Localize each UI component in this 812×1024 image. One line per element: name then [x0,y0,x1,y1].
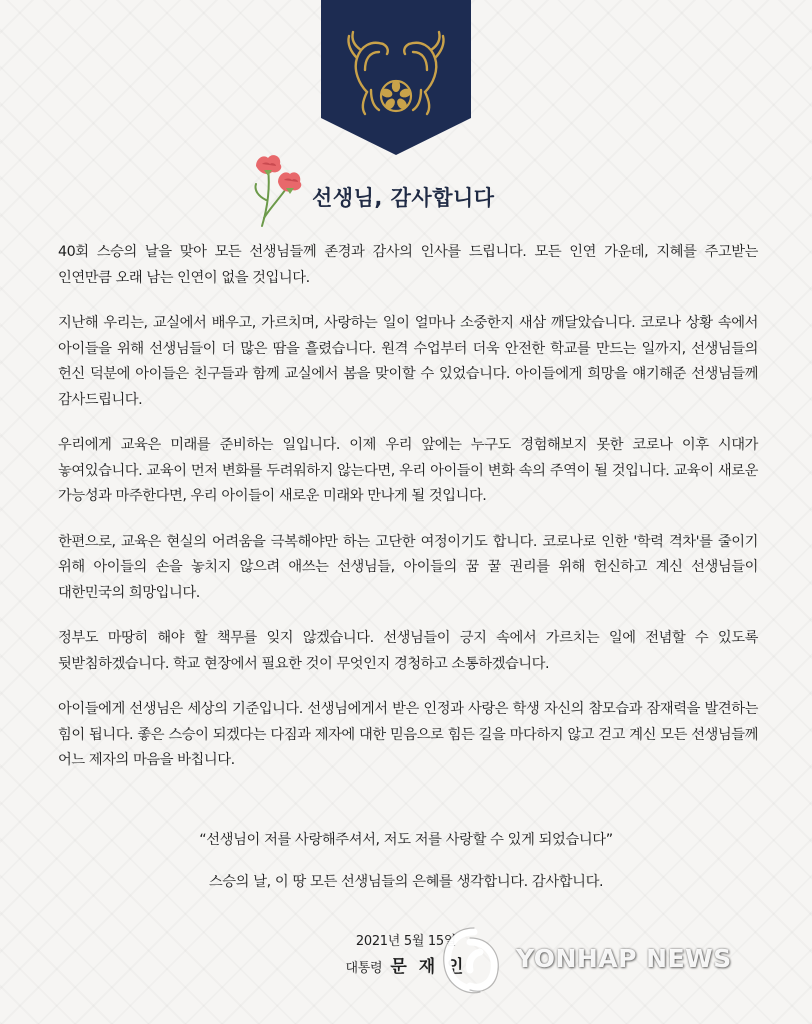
paragraph: 지난해 우리는, 교실에서 배우고, 가르치며, 사랑하는 일이 얼마나 소중한지 새삼 깨달았습니다. 코로나 상황 속에서 아이들을 위해 선생님들이 더 많은 땀을 흘렸습니다. 원격 수업부터 더욱 안전한 학교를 만드는 일까지, 선생님들의 헌신 덕분에 아이들은 친구들과 함께 교실에서 봄을 맞이할 수 있었습니다. 아이들에게 희망을 얘기해준 선생님들께 감사드립니다. [58,315,758,408]
watermark-text: YONHAP NEWS [516,944,732,973]
seal-banner [321,0,471,155]
closing-line: 스승의 날, 이 땅 모든 선생님들의 은혜를 생각합니다. 감사합니다. [208,874,604,890]
yonhap-logo-icon [440,926,508,998]
signer-title: 대통령 [345,961,383,976]
paragraph: 아이들에게 선생님은 세상의 기준입니다. 선생님에게서 받은 인정과 사랑은 학생 자신의 참모습과 잠재력을 발견하는 힘이 됩니다. 좋은 스승이 되겠다는 다짐과 제자에 대한 믿음으로 힘든 길을 마다하지 않고 걷고 계신 모든 선생님들께 어느 제자의 마음을 바칩니다. [58,701,758,768]
presidential-phoenix-seal-icon [321,0,471,155]
carnation-icon [246,150,316,230]
letter-heading [246,150,566,230]
paragraph: 정부도 마땅히 해야 할 책무를 잊지 않겠습니다. 선생님들이 긍지 속에서 가르치는 일에 전념할 수 있도록 뒷받침하겠습니다. 학교 현장에서 필요한 것이 무엇인지 경청하고 소통하겠습니다. [58,630,758,672]
paragraph: 우리에게 교육은 미래를 준비하는 일입니다. 이제 우리 앞에는 누구도 경험해보지 못한 코로나 이후 시대가 놓여있습니다. 교육이 먼저 변화를 두려워하지 않는다면, 우리 아이들이 변화 속의 주역이 될 것입니다. 교육이 새로운 가능성과 마주한다면, 우리 아이들이 새로운 미래와 만나게 될 것입니다. [58,437,758,504]
letter-date: 2021년 5월 15일 [355,934,457,949]
paragraph: 한편으로, 교육은 현실의 어려움을 극복해야만 하는 고단한 여정이기도 합니다. 코로나로 인한 '학력 격차'를 줄이기 위해 아이들의 손을 놓치지 않으려 애쓰는 선생님들, 아이들의 꿈 꿀 권리를 위해 헌신하고 계신 선생님들이 대한민국의 희망입니다. [58,533,758,601]
paragraph: 40회 스승의 날을 맞아 모든 선생님들께 존경과 감사의 인사를 드립니다. 모든 인연 가운데, 지혜를 주고받는 인연만큼 오래 남는 인연이 없을 것입니다. [58,244,758,286]
yonhap-watermark [440,922,812,1002]
letter-body [58,240,758,794]
signer-name: 문 재 인 [390,957,467,977]
letter-title: 선생님, 감사합니다 [312,186,495,210]
student-quote: “선생님이 저를 사랑해주셔서, 저도 저를 사랑할 수 있게 되었습니다” [199,832,613,848]
